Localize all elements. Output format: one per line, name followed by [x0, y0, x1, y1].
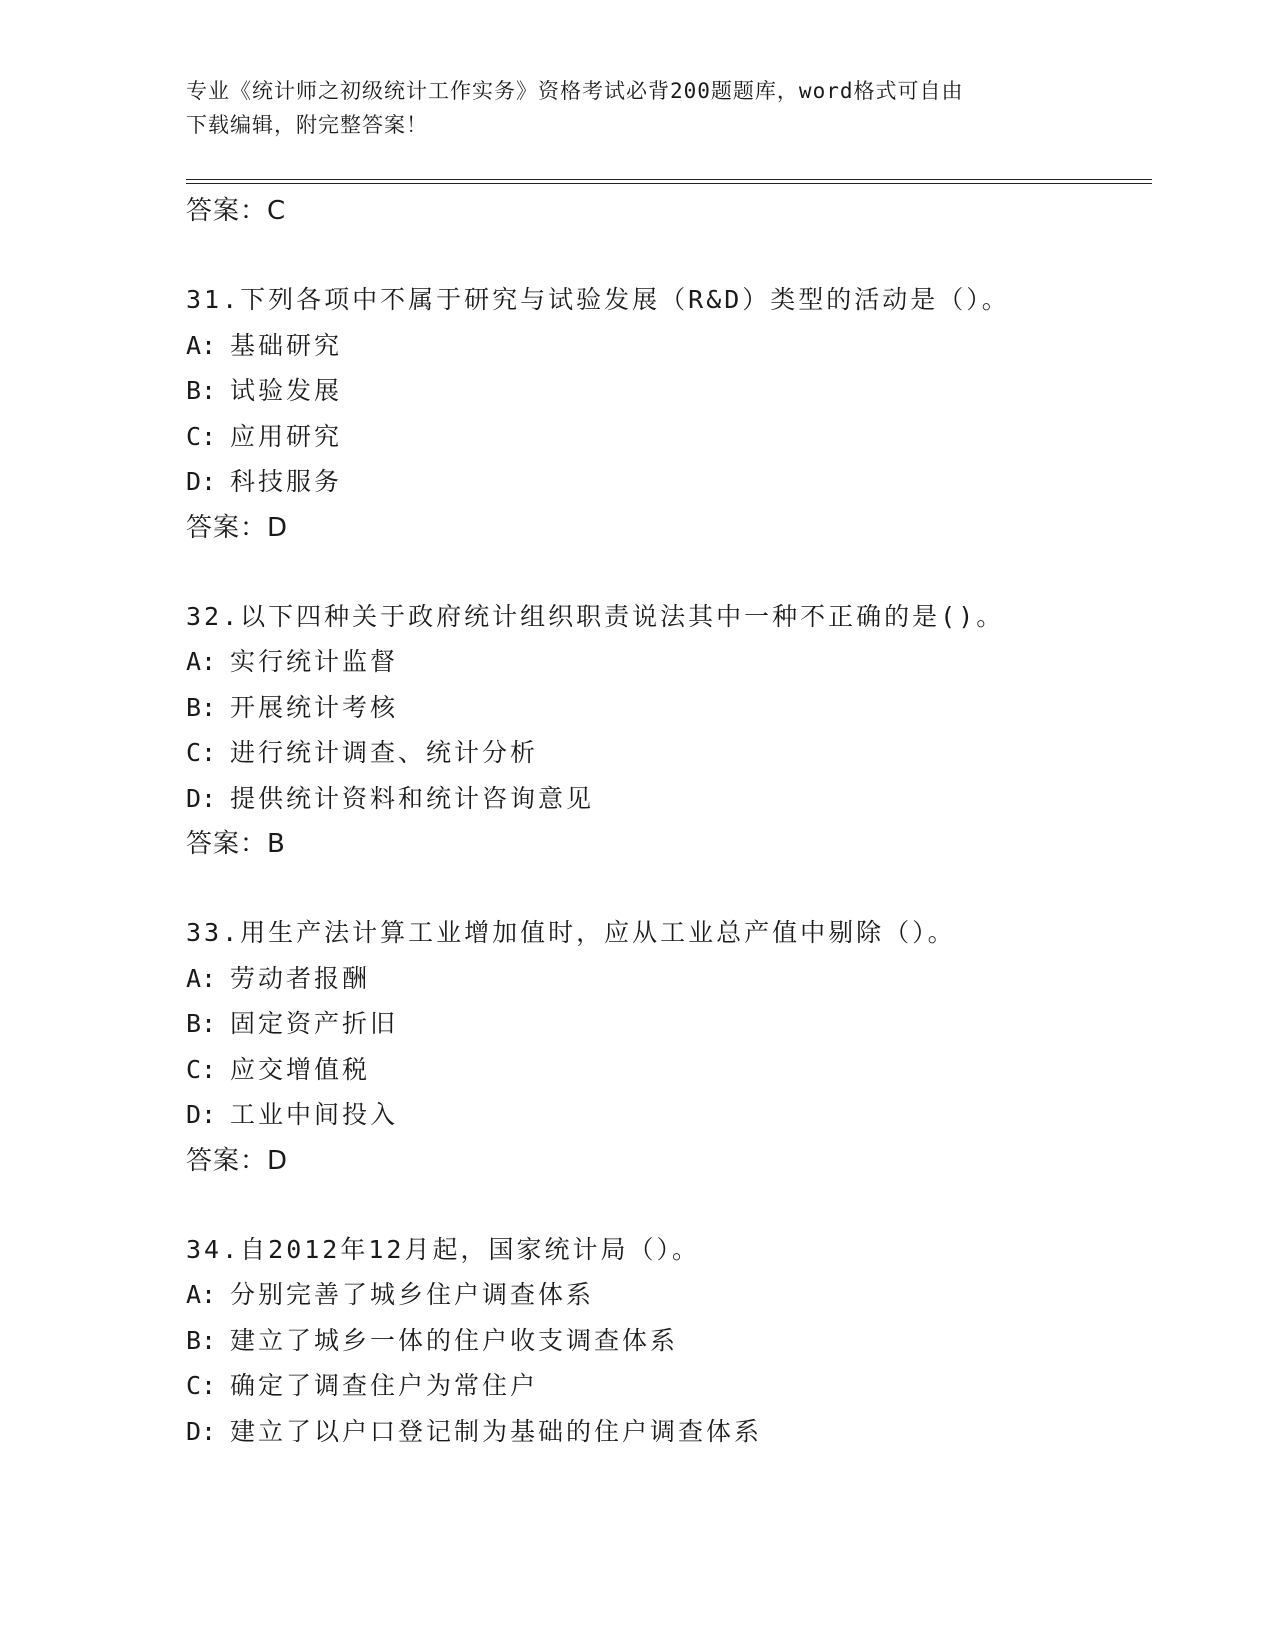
answer-label: 答案：: [186, 196, 268, 226]
option-letter: A:: [186, 963, 217, 993]
option-letter: D:: [186, 1100, 217, 1129]
option-text: 实行统计监督: [230, 647, 399, 676]
option-text: 建立了以户口登记制为基础的住户调查体系: [230, 1416, 763, 1446]
answer-line: [186, 821, 1146, 867]
question-spacer: [186, 234, 1146, 277]
option-row: [186, 730, 1146, 776]
question-text: 33.用生产法计算工业增加值时，应从工业总产值中剔除（）。: [186, 918, 956, 947]
document-body: [186, 188, 1146, 1454]
option-row: [186, 414, 1146, 460]
option-text: 固定资产折旧: [230, 1009, 399, 1038]
option-text: 劳动者报酬: [230, 963, 371, 993]
answer-line: [186, 188, 1146, 234]
option-row: [186, 1272, 1146, 1318]
option-row: [186, 1363, 1146, 1409]
question-block: [186, 594, 1146, 868]
question-spacer: [186, 867, 1146, 910]
option-row: [186, 1047, 1146, 1093]
option-row: [186, 459, 1146, 505]
document-header: [186, 74, 1086, 142]
question-list: [186, 234, 1146, 1454]
option-text: 科技服务: [230, 467, 343, 496]
option-text: 建立了城乡一体的住户收支调查体系: [230, 1325, 679, 1355]
option-text: 试验发展: [230, 376, 343, 405]
answer-label: 答案：: [186, 512, 268, 543]
answer-label: 答案：: [186, 829, 268, 859]
option-text: 确定了调查住户为常住户: [230, 1371, 539, 1400]
question-text: 31.下列各项中不属于研究与试验发展（R&D）类型的活动是（）。: [186, 285, 1010, 314]
header-line-2: 下载编辑，附完整答案！: [186, 113, 428, 137]
option-letter: B:: [186, 692, 217, 722]
option-row: [186, 323, 1146, 369]
option-row: [186, 1001, 1146, 1047]
option-row: [186, 776, 1146, 822]
question-block: [186, 277, 1146, 551]
option-letter: B:: [186, 1009, 217, 1038]
answer-value: B: [267, 829, 286, 859]
option-text: 基础研究: [230, 330, 343, 360]
option-letter: A:: [186, 647, 217, 676]
header-divider-bottom: [186, 183, 1152, 184]
option-text: 应交增值税: [230, 1054, 371, 1084]
answer-line: [186, 505, 1146, 551]
option-letter: D:: [186, 1416, 217, 1446]
option-row: [186, 1409, 1146, 1455]
question-block: [186, 910, 1146, 1184]
option-row: [186, 685, 1146, 731]
option-letter: C:: [186, 1054, 217, 1084]
option-text: 分别完善了城乡住户调查体系: [230, 1280, 595, 1309]
option-letter: A:: [186, 330, 217, 360]
option-letter: B:: [186, 1325, 217, 1355]
option-letter: D:: [186, 783, 217, 813]
option-row: [186, 1092, 1146, 1138]
answer-line: [186, 1138, 1146, 1184]
answer-value: D: [267, 1145, 289, 1176]
option-text: 进行统计调查、统计分析: [230, 738, 539, 767]
option-row: [186, 639, 1146, 685]
option-row: [186, 368, 1146, 414]
option-row: [186, 956, 1146, 1002]
option-letter: B:: [186, 376, 217, 405]
option-letter: C:: [186, 1371, 217, 1400]
question-text: 32.以下四种关于政府统计组织职责说法其中一种不正确的是()。: [186, 601, 1005, 631]
question-spacer: [186, 1184, 1146, 1227]
answer-label: 答案：: [186, 1145, 268, 1176]
header-divider-top: [186, 179, 1152, 180]
option-letter: C:: [186, 738, 217, 767]
option-letter: D:: [186, 467, 217, 496]
question-spacer: [186, 551, 1146, 594]
question-text: 34.自2012年12月起，国家统计局（）。: [186, 1234, 700, 1264]
answer-value: C: [267, 196, 287, 226]
option-text: 开展统计考核: [230, 692, 399, 722]
header-line-1: 专业《统计师之初级统计工作实务》资格考试必背200题题库，word格式可自由: [186, 79, 964, 103]
option-letter: A:: [186, 1280, 217, 1309]
question-block: [186, 1227, 1146, 1455]
answer-value: D: [267, 512, 289, 543]
option-text: 应用研究: [230, 421, 343, 451]
option-text: 提供统计资料和统计咨询意见: [230, 783, 595, 813]
option-letter: C:: [186, 421, 217, 451]
option-text: 工业中间投入: [230, 1100, 399, 1129]
option-row: [186, 1318, 1146, 1364]
